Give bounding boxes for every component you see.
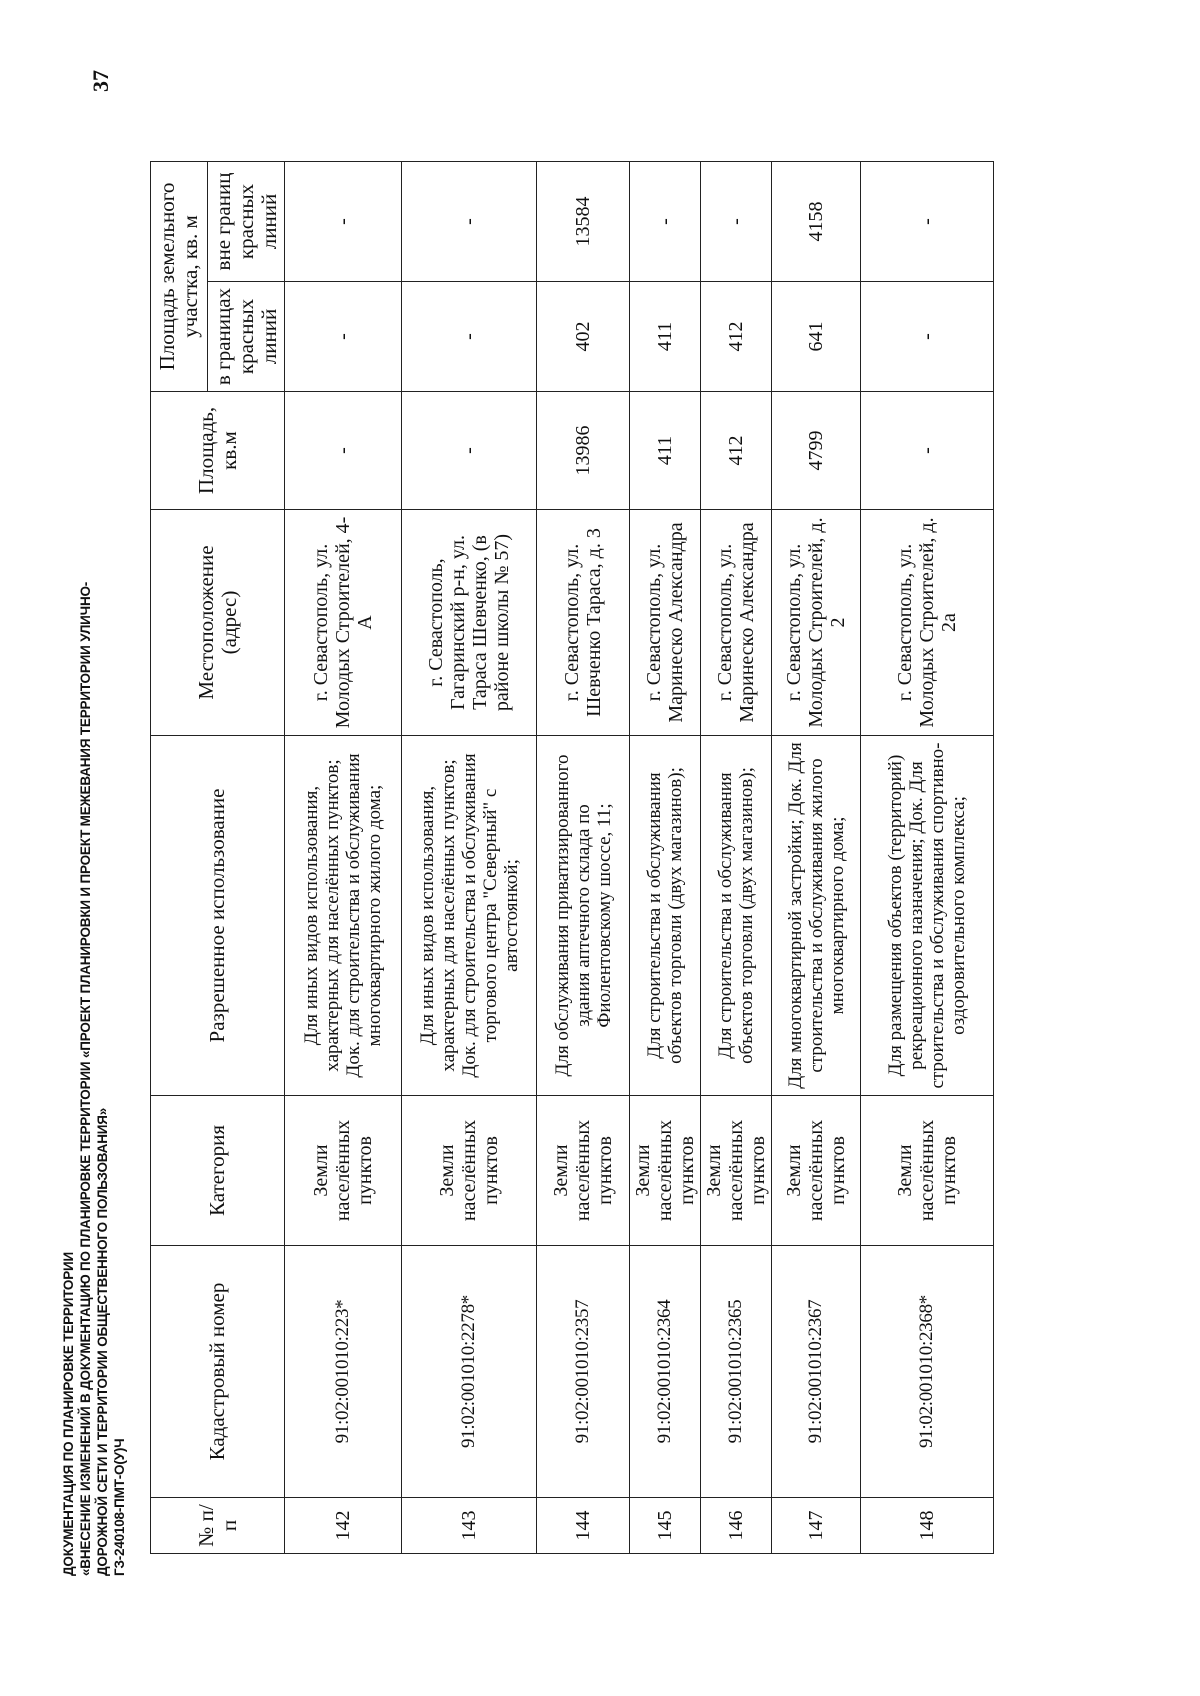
header-line-4: ГЗ-240108-ПМТ-О(У)Ч — [112, 1438, 127, 1576]
cell-location: г. Севастополь, ул. Шевченко Тараса, д. 3 — [537, 510, 630, 736]
cell-inside: 641 — [772, 282, 861, 392]
cell-location: г. Севастополь, Гагаринский р-н, ул. Тараса Шевченко, (в районе школы № 57) — [402, 510, 537, 736]
table-row — [402, 161, 537, 1553]
column-header-use: Разрешенное использование — [151, 736, 285, 1096]
cell-category: Земли населённых пунктов — [537, 1096, 630, 1246]
cell-location: г. Севастополь, ул. Молодых Строителей, д. 2 — [772, 510, 861, 736]
cell-use: Для размещения объектов (территорий) рекреационного назначения; Док. Для строительства и обслуживания спортивно-оздоровительного комплекса; — [861, 736, 994, 1096]
land-plot-table — [150, 161, 994, 1554]
cell-outside: - — [701, 161, 772, 281]
cell-use: Для многоквартирной застройки; Док. Для строительства и обслуживания жилого многоквартирного дома; — [772, 736, 861, 1096]
cell-cadastral: 91:02:001010:2364 — [630, 1246, 701, 1498]
column-header-num: № п/п — [151, 1498, 285, 1554]
cell-inside: 411 — [630, 282, 701, 392]
cell-num: 145 — [630, 1498, 701, 1554]
column-header-area: Площадь, кв.м — [151, 392, 285, 510]
cell-num: 143 — [402, 1498, 537, 1554]
cell-inside: - — [285, 282, 402, 392]
cell-area: 411 — [630, 392, 701, 510]
cell-area: 13986 — [537, 392, 630, 510]
table-body — [285, 161, 994, 1553]
table-row — [701, 161, 772, 1553]
cell-num: 147 — [772, 1498, 861, 1554]
cell-use: Для обслуживания приватизированного здания аптечного склада по Фиолентовскому шоссе, 11; — [537, 736, 630, 1096]
cell-area: - — [861, 392, 994, 510]
table-row — [285, 161, 402, 1553]
cell-cadastral: 91:02:001010:2367 — [772, 1246, 861, 1498]
document-header — [60, 276, 128, 1576]
cell-location: г. Севастополь, ул. Маринеско Александра — [701, 510, 772, 736]
cell-inside: - — [861, 282, 994, 392]
column-header-location: Местоположение (адрес) — [151, 510, 285, 736]
table-row — [861, 161, 994, 1553]
cell-cadastral: 91:02:001010:2278* — [402, 1246, 537, 1498]
page-number: 37 — [88, 70, 113, 92]
cell-outside: - — [285, 161, 402, 281]
cell-area: - — [285, 392, 402, 510]
cell-category: Земли населённых пунктов — [701, 1096, 772, 1246]
cell-category: Земли населённых пунктов — [630, 1096, 701, 1246]
cell-cadastral: 91:02:001010:223* — [285, 1246, 402, 1498]
cell-category: Земли населённых пунктов — [772, 1096, 861, 1246]
cell-num: 142 — [285, 1498, 402, 1554]
cell-cadastral: 91:02:001010:2368* — [861, 1246, 994, 1498]
cell-area: - — [402, 392, 537, 510]
header-line-2: «ВНЕСЕНИЕ ИЗМЕНЕНИЙ В ДОКУМЕНТАЦИЮ ПО ПЛАНИРОВКЕ ТЕРРИТОРИИ «ПРОЕКТ ПЛАНИРОВКИ И ПРОЕКТ МЕЖЕВАНИЯ ТЕРРИТОРИИ УЛИЧНО- — [78, 581, 93, 1576]
column-header-inside: в границах красных линий — [208, 282, 285, 392]
cell-location: г. Севастополь, ул. Молодых Строителей, 4-А — [285, 510, 402, 736]
cell-outside: - — [402, 161, 537, 281]
cell-area: 4799 — [772, 392, 861, 510]
cell-use: Для иных видов использования, характерных для населённых пунктов; Док. для строительства и обслуживания торгового центра "Северный" с автостоянкой; — [402, 736, 537, 1096]
cell-num: 146 — [701, 1498, 772, 1554]
cell-use: Для строительства и обслуживания объектов торговли (двух магазинов); — [630, 736, 701, 1096]
column-header-category: Категория — [151, 1096, 285, 1246]
cell-inside: 402 — [537, 282, 630, 392]
cell-category: Земли населённых пунктов — [285, 1096, 402, 1246]
cell-outside: - — [630, 161, 701, 281]
cell-outside: 4158 — [772, 161, 861, 281]
table-header — [151, 161, 285, 1553]
cell-outside: 13584 — [537, 161, 630, 281]
cell-area: 412 — [701, 392, 772, 510]
cell-category: Земли населённых пунктов — [402, 1096, 537, 1246]
cell-cadastral: 91:02:001010:2365 — [701, 1246, 772, 1498]
cell-location: г. Севастополь, ул. Маринеско Александра — [630, 510, 701, 736]
column-header-plot-area-group: Площадь земельного участка, кв. м — [151, 161, 208, 391]
column-header-outside: вне границ красных линий — [208, 161, 285, 281]
table-row — [537, 161, 630, 1553]
cell-inside: - — [402, 282, 537, 392]
cell-inside: 412 — [701, 282, 772, 392]
header-line-1: ДОКУМЕНТАЦИЯ ПО ПЛАНИРОВКЕ ТЕРРИТОРИИ — [61, 1251, 76, 1576]
cell-location: г. Севастополь, ул. Молодых Строителей, д. 2а — [861, 510, 994, 736]
table-row — [630, 161, 701, 1553]
column-header-cadastral: Кадастровый номер — [151, 1246, 285, 1498]
cell-num: 144 — [537, 1498, 630, 1554]
cell-use: Для иных видов использования, характерных для населённых пунктов; Док. для строительства и обслуживания многоквартирного жилого дома; — [285, 736, 402, 1096]
cell-use: Для строительства и обслуживания объектов торговли (двух магазинов); — [701, 736, 772, 1096]
cell-outside: - — [861, 161, 994, 281]
header-line-3: ДОРОЖНОЙ СЕТИ И ТЕРРИТОРИИ ОБЩЕСТВЕННОГО ПОЛЬЗОВАНИЯ» — [95, 1107, 110, 1576]
cell-cadastral: 91:02:001010:2357 — [537, 1246, 630, 1498]
table-row — [772, 161, 861, 1553]
cell-category: Земли населённых пунктов — [861, 1096, 994, 1246]
cell-num: 148 — [861, 1498, 994, 1554]
